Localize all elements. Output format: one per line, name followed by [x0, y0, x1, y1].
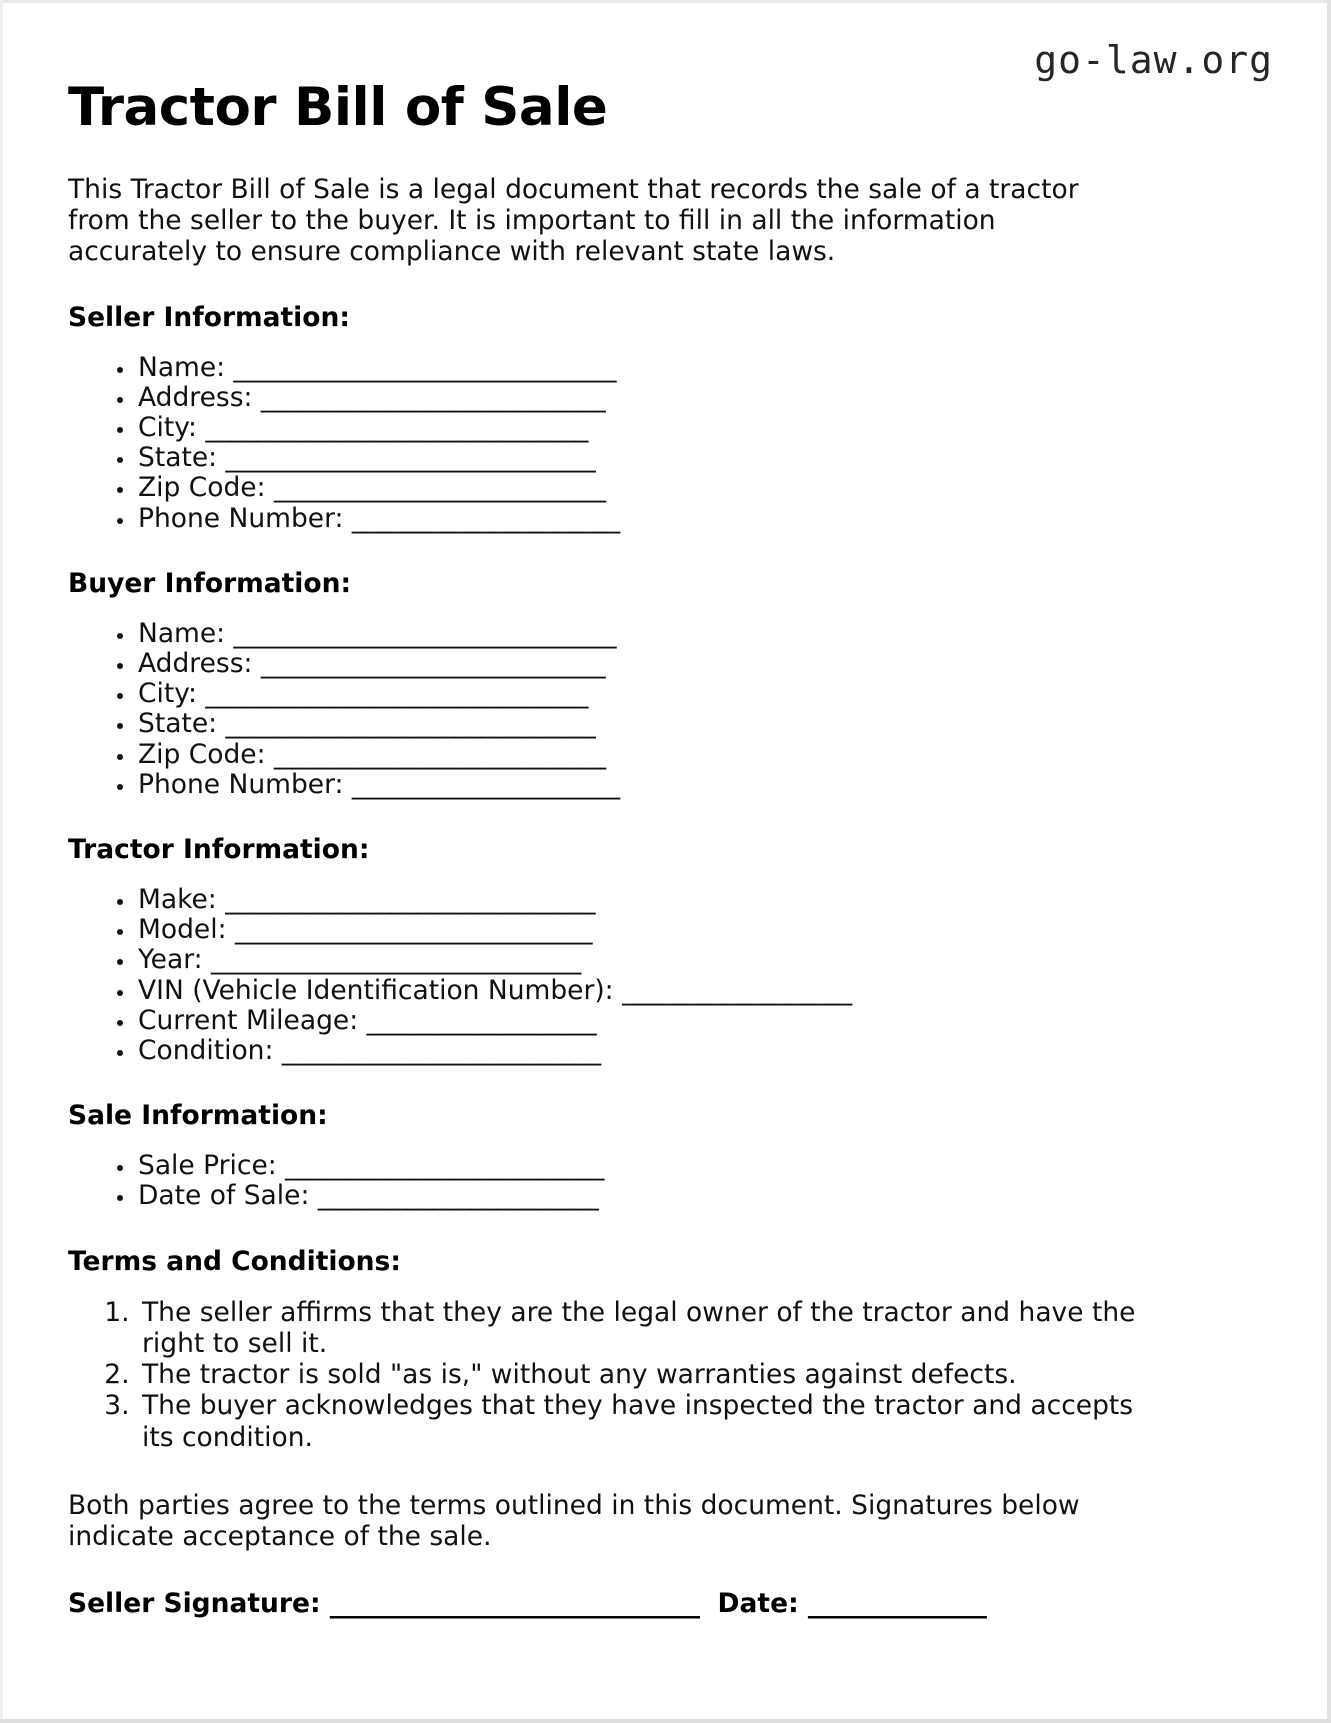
list-item	[136, 740, 1168, 770]
buyer-field-list	[68, 619, 1168, 800]
tractor-field-list	[68, 885, 1168, 1066]
seller-field-list	[68, 353, 1168, 534]
field-blank[interactable]: _________________________	[281, 1035, 601, 1067]
field-blank[interactable]: _____________________________	[225, 884, 595, 915]
list-item	[136, 504, 1168, 534]
list-item	[136, 679, 1168, 709]
list-item	[136, 443, 1168, 473]
terms-list	[68, 1297, 1168, 1453]
list-item	[136, 976, 1168, 1006]
closing-paragraph: Both parties agree to the terms outlined in this document. Signatures below indicate acceptance of the sale.	[68, 1489, 1080, 1552]
list-item	[136, 383, 1168, 413]
page-edge-bottom	[0, 1719, 1331, 1723]
date-label: Date:	[717, 1588, 799, 1620]
field-blank[interactable]: _____________________________	[225, 442, 596, 474]
list-item	[136, 1151, 1168, 1181]
field-blank[interactable]: _____________________________	[225, 708, 596, 740]
list-item: 1. The seller affirms that they are the legal owner of the tractor and have the right to sell it.	[138, 1297, 1168, 1360]
page-edge-top	[0, 0, 1331, 3]
signature-row	[68, 1588, 1168, 1619]
field-label: VIN (Vehicle Identification Number):	[138, 974, 614, 1006]
field-label: Condition:	[138, 1035, 274, 1067]
section-heading-buyer: Buyer Information:	[68, 567, 352, 599]
document-body	[68, 78, 1168, 1619]
date-blank[interactable]: ______________	[807, 1588, 987, 1620]
intro-paragraph: This Tractor Bill of Sale is a legal document that records the sale of a tractor from the seller to the buyer. It is important to fill in all the information accurately to ensure compliance with relevant state laws.	[68, 174, 1079, 267]
field-blank[interactable]: _____________________	[351, 768, 620, 800]
field-blank[interactable]: ______________________	[317, 1180, 599, 1212]
page-title: Tractor Bill of Sale	[68, 77, 608, 138]
field-label: Year:	[138, 944, 203, 976]
field-blank[interactable]: __________________________	[273, 738, 606, 770]
field-label: State:	[138, 708, 218, 740]
field-label: Zip Code:	[138, 738, 266, 770]
seller-signature-label: Seller Signature:	[68, 1588, 321, 1620]
list-item	[136, 1036, 1168, 1066]
field-label: Zip Code:	[138, 472, 266, 504]
field-label: City:	[138, 411, 197, 443]
field-label: State:	[138, 442, 218, 474]
sale-field-list	[68, 1151, 1168, 1211]
list-item	[136, 915, 1168, 945]
list-item	[136, 1181, 1168, 1211]
field-label: Current Mileage:	[138, 1004, 359, 1036]
seller-signature-blank[interactable]: _____________________________	[329, 1588, 700, 1620]
field-label: Date of Sale:	[138, 1180, 310, 1212]
list-item	[136, 885, 1168, 915]
list-item	[136, 709, 1168, 739]
field-label: Address:	[138, 381, 253, 413]
page-edge-right	[1327, 0, 1331, 1723]
field-blank[interactable]: ___________________________	[260, 647, 606, 679]
field-blank[interactable]: ______________________________	[233, 351, 617, 383]
field-label: City:	[138, 678, 197, 710]
list-item: 2. The tractor is sold "as is," without any warranties against defects.	[138, 1359, 1168, 1390]
field-label: Phone Number:	[138, 502, 344, 534]
section-heading-sale: Sale Information:	[68, 1100, 328, 1132]
list-item	[136, 1006, 1168, 1036]
list-item: 3. The buyer acknowledges that they have inspected the tractor and accepts its condition.	[138, 1390, 1168, 1453]
field-label: Model:	[138, 914, 227, 946]
list-item	[136, 649, 1168, 679]
field-blank[interactable]: _____________________	[351, 502, 620, 534]
field-blank[interactable]: __________________	[366, 1004, 597, 1036]
field-blank[interactable]: _________________________	[285, 1150, 604, 1182]
field-blank[interactable]: __________________________	[273, 472, 606, 504]
field-blank[interactable]: __________________	[622, 974, 852, 1006]
field-blank[interactable]: ____________________________	[234, 914, 592, 946]
field-label: Address:	[138, 647, 253, 679]
field-label: Phone Number:	[138, 768, 344, 800]
field-label: Name:	[138, 617, 226, 649]
field-label: Sale Price:	[138, 1150, 277, 1182]
section-heading-terms: Terms and Conditions:	[68, 1245, 401, 1277]
list-item	[136, 770, 1168, 800]
list-item	[136, 619, 1168, 649]
list-item	[136, 353, 1168, 383]
section-heading-tractor: Tractor Information:	[68, 834, 370, 865]
section-heading-seller: Seller Information:	[68, 301, 350, 333]
field-label: Make:	[138, 884, 217, 915]
site-watermark: go-law.org	[1034, 38, 1273, 82]
field-blank[interactable]: _____________________________	[211, 944, 581, 976]
list-item	[136, 413, 1168, 443]
field-blank[interactable]: ______________________________	[205, 411, 588, 443]
field-label: Name:	[138, 351, 226, 383]
field-blank[interactable]: ______________________________	[233, 617, 617, 649]
list-item	[136, 945, 1168, 975]
field-blank[interactable]: ______________________________	[205, 678, 588, 710]
list-item	[136, 473, 1168, 503]
field-blank[interactable]: ___________________________	[260, 381, 606, 413]
page-edge-left	[0, 0, 3, 1723]
